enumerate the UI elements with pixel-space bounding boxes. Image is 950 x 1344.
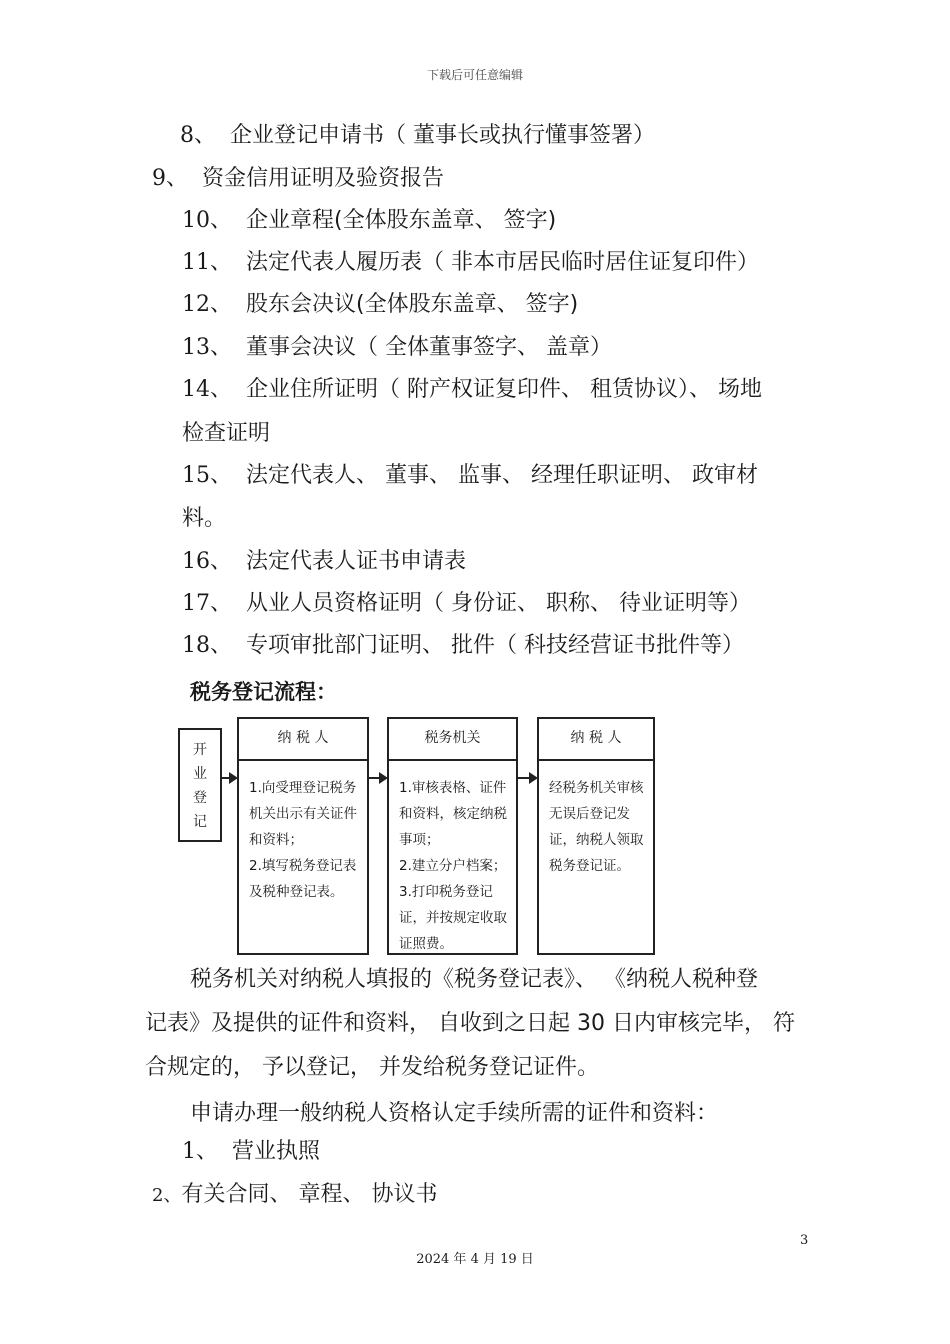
list-item-continuation: 料。: [182, 506, 227, 531]
flow-arrow: [222, 777, 236, 779]
flow-step: 经税务机关审核无误后登记发证，纳税人领取税务登记证。: [549, 780, 644, 874]
item-text: 法定代表人证书申请表: [246, 549, 467, 574]
item-number: 15、: [182, 463, 232, 488]
flow-box-body: [549, 775, 645, 879]
list-item: [182, 631, 744, 661]
item-text: 企业住所证明（ 附产权证复印件、 租赁协议）、 场地: [246, 377, 762, 402]
item-number: 17、: [182, 591, 232, 616]
item-text: 法定代表人、 董事、 监事、 经理任职证明、 政审材: [246, 463, 758, 488]
item-number: 13、: [182, 335, 232, 360]
flow-box-body: [399, 775, 508, 957]
list-item: [182, 1137, 320, 1167]
flow-box-tax-authority: [387, 717, 518, 955]
flow-step: 2.建立分户档案；: [399, 858, 507, 874]
item-number: 18、: [182, 633, 232, 658]
flow-start-char: 记: [193, 814, 207, 830]
flow-arrow: [369, 777, 386, 779]
flow-box-title: 纳 税 人: [539, 719, 653, 761]
flow-arrow: [518, 777, 536, 779]
item-text: 董事会决议（ 全体董事签字、 盖章）: [246, 335, 612, 360]
flow-box-taxpayer-receive: [537, 717, 655, 955]
item-text: 企业登记申请书（ 董事长或执行懂事签署）: [230, 123, 655, 148]
item-text: 有关合同、 章程、 协议书: [181, 1182, 438, 1207]
item-number: 1、: [182, 1139, 218, 1164]
list-item: [182, 461, 758, 491]
list-item: [182, 290, 578, 320]
item-number: 12、: [182, 292, 232, 317]
list-item: [180, 121, 655, 151]
item-number: 10、: [182, 208, 232, 233]
item-number: 9、: [152, 166, 188, 191]
item-text: 股东会决议(全体股东盖章、 签字): [246, 292, 579, 317]
footer-date: 2024 年 4 月 19 日: [416, 1252, 534, 1267]
list-item: [182, 589, 751, 619]
item-number: 2、: [152, 1185, 182, 1206]
item-number: 14、: [182, 377, 232, 402]
page-number: 3: [800, 1233, 809, 1248]
item-text: 从业人员资格证明（ 身份证、 职称、 待业证明等）: [246, 591, 751, 616]
flow-step: 3.打印税务登记证，并按规定收取证照费。: [399, 884, 507, 952]
list-item: [182, 375, 762, 405]
item-text: 资金信用证明及验资报告: [202, 166, 445, 191]
list-item: [152, 164, 444, 194]
list-item: [182, 547, 466, 577]
section-heading: 税务登记流程：: [190, 680, 337, 704]
flow-box-body: [249, 775, 359, 905]
paragraph-line: 记表》及提供的证件和资料， 自收到之日起 30 日内审核完毕， 符: [145, 1011, 795, 1036]
list-item: [182, 206, 556, 236]
item-text: 专项审批部门证明、 批件（ 科技经营证书批件等）: [246, 633, 744, 658]
header-note: 下载后可任意编辑: [426, 68, 523, 82]
item-text: 企业章程(全体股东盖章、 签字): [246, 208, 557, 233]
paragraph-line: 合规定的， 予以登记， 并发给税务登记证件。: [145, 1055, 599, 1080]
item-text: 营业执照: [232, 1139, 321, 1164]
paragraph-line: 税务机关对纳税人填报的《税务登记表》、 《纳税人税种登: [190, 967, 758, 992]
list-item: [182, 333, 612, 363]
item-number: 8、: [180, 123, 216, 148]
flow-step: 1.向受理登记税务机关出示有关证件和资料；: [249, 780, 357, 848]
list-item-continuation: 检查证明: [182, 421, 271, 446]
flow-start-char: 登: [193, 790, 207, 806]
item-number: 16、: [182, 549, 232, 574]
flow-box-title: 纳 税 人: [239, 719, 367, 761]
flow-step: 1.审核表格、证件和资料，核定纳税事项；: [399, 780, 507, 848]
list-item: [152, 1180, 437, 1211]
item-number: 11、: [182, 250, 232, 275]
paragraph: 申请办理一般纳税人资格认定手续所需的证件和资料：: [190, 1101, 719, 1126]
list-item: [182, 248, 759, 278]
flow-start-char: 业: [193, 766, 207, 782]
flow-start-char: 开: [193, 742, 207, 758]
flow-start-box: [178, 728, 222, 842]
flow-box-taxpayer-submit: [237, 717, 369, 955]
item-text: 法定代表人履历表（ 非本市居民临时居住证复印件）: [246, 250, 759, 275]
flow-box-title: 税务机关: [389, 719, 516, 761]
flow-step: 2.填写税务登记表及税种登记表。: [249, 858, 357, 900]
